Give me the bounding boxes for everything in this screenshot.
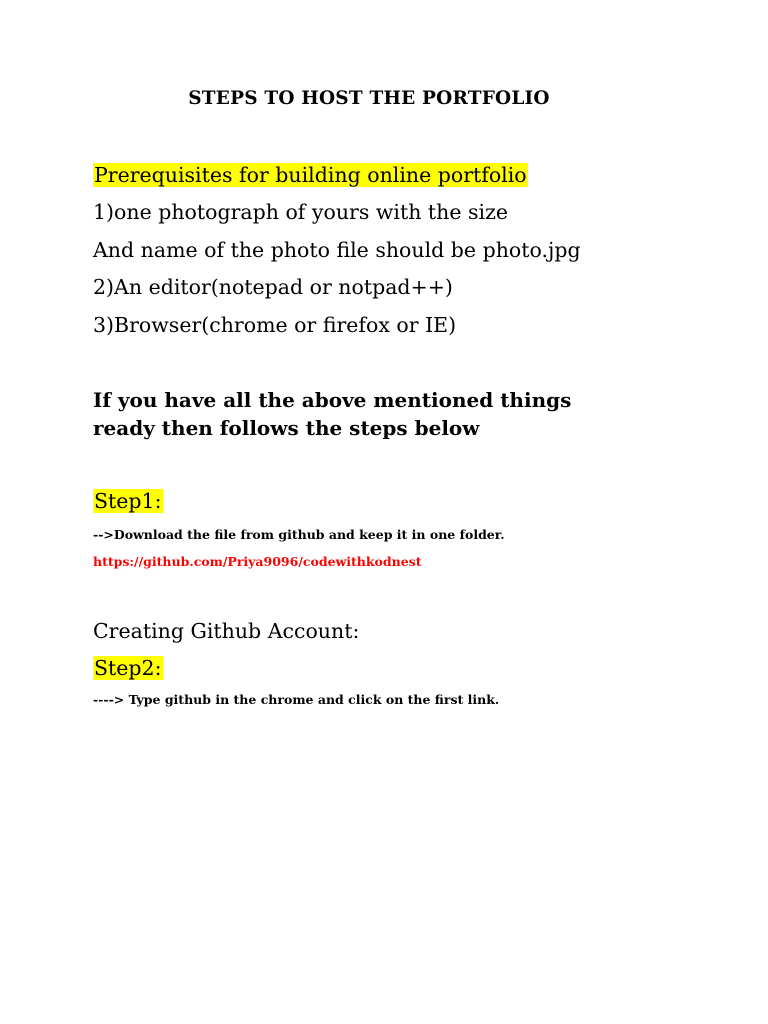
prerequisites-heading [93, 163, 528, 187]
prereq-item-editor: 2)An editor(notepad or notpad++) [93, 275, 453, 299]
notice-line-2: ready then follows the steps below [93, 416, 480, 440]
step2-instruction: ----> Type github in the chrome and click on the first link. [93, 692, 500, 707]
step1-instruction: -->Download the file from github and keep it in one folder. [93, 527, 505, 542]
github-repo-link[interactable]: https://github.com/Priya9096/codewithkodnest [93, 554, 422, 569]
step2-label [93, 656, 163, 680]
prereq-item-browser: 3)Browser(chrome or firefox or IE) [93, 313, 457, 337]
prereq-item-photo-name: And name of the photo file should be photo.jpg [93, 238, 581, 262]
notice-line-1: If you have all the above mentioned things [93, 388, 572, 412]
prereq-item-photo: 1)one photograph of yours with the size [93, 200, 509, 224]
prerequisites-heading-highlight: Prerequisites for building online portfolio [94, 163, 527, 187]
step2-label-highlight: Step2: [94, 656, 162, 680]
document-title: STEPS TO HOST THE PORTFOLIO [188, 88, 550, 109]
section2-heading: Creating Github Account: [93, 619, 360, 643]
step1-label [93, 489, 163, 513]
step1-label-highlight: Step1: [94, 489, 162, 513]
